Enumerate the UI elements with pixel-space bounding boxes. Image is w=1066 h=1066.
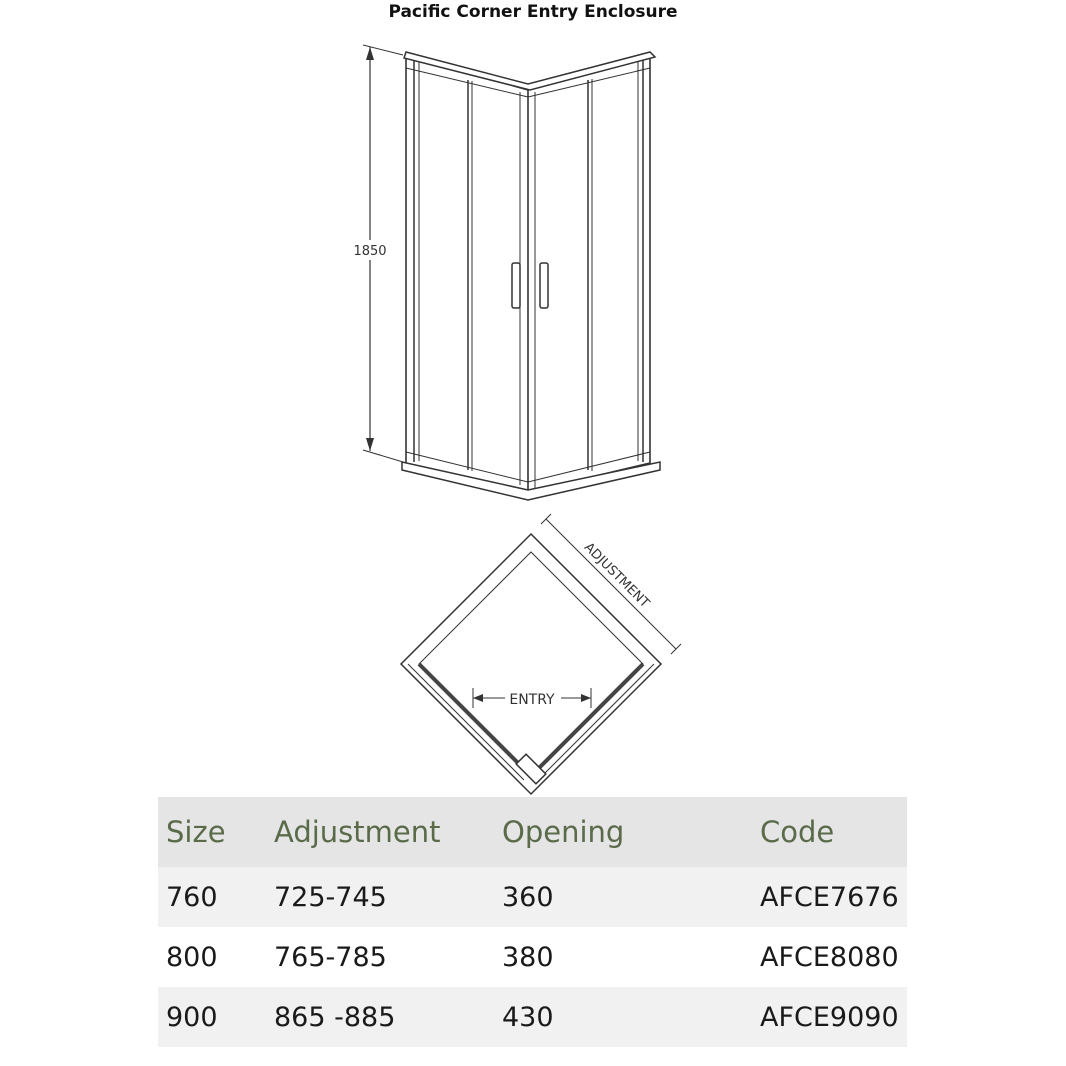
table-header-row [158,797,907,867]
cell-opening: 430 [494,987,752,1047]
height-label [353,244,386,259]
header-code: Code [752,797,907,867]
header-size: Size [158,797,266,867]
cell-size: 900 [158,987,266,1047]
header-opening: Opening [494,797,752,867]
cell-size: 760 [158,867,266,927]
cell-code: AFCE9090 [752,987,907,1047]
spec-table [158,797,907,1047]
plan-view [401,514,681,794]
cell-code: AFCE7676 [752,867,907,927]
svg-text:ENTRY: ENTRY [509,692,555,708]
entry-label [509,692,555,708]
header-adjustment: Adjustment [266,797,494,867]
elevation-view [350,45,660,500]
cell-adjustment: 725-745 [266,867,494,927]
door-handles [512,263,548,308]
svg-text:ADJUSTMENT: ADJUSTMENT [580,539,653,612]
cell-adjustment: 865 -885 [266,987,494,1047]
table-row [158,867,907,927]
cell-opening: 360 [494,867,752,927]
cell-code: AFCE8080 [760,941,899,973]
cell-adjustment: 765-785 [274,941,387,973]
svg-text:1850: 1850 [353,244,387,259]
table-row [158,987,907,1047]
cell-opening: 380 [502,941,554,973]
diagram-title: Pacific Corner Entry Enclosure [388,2,678,22]
cell-size: 800 [166,941,218,973]
table-row [158,927,907,987]
